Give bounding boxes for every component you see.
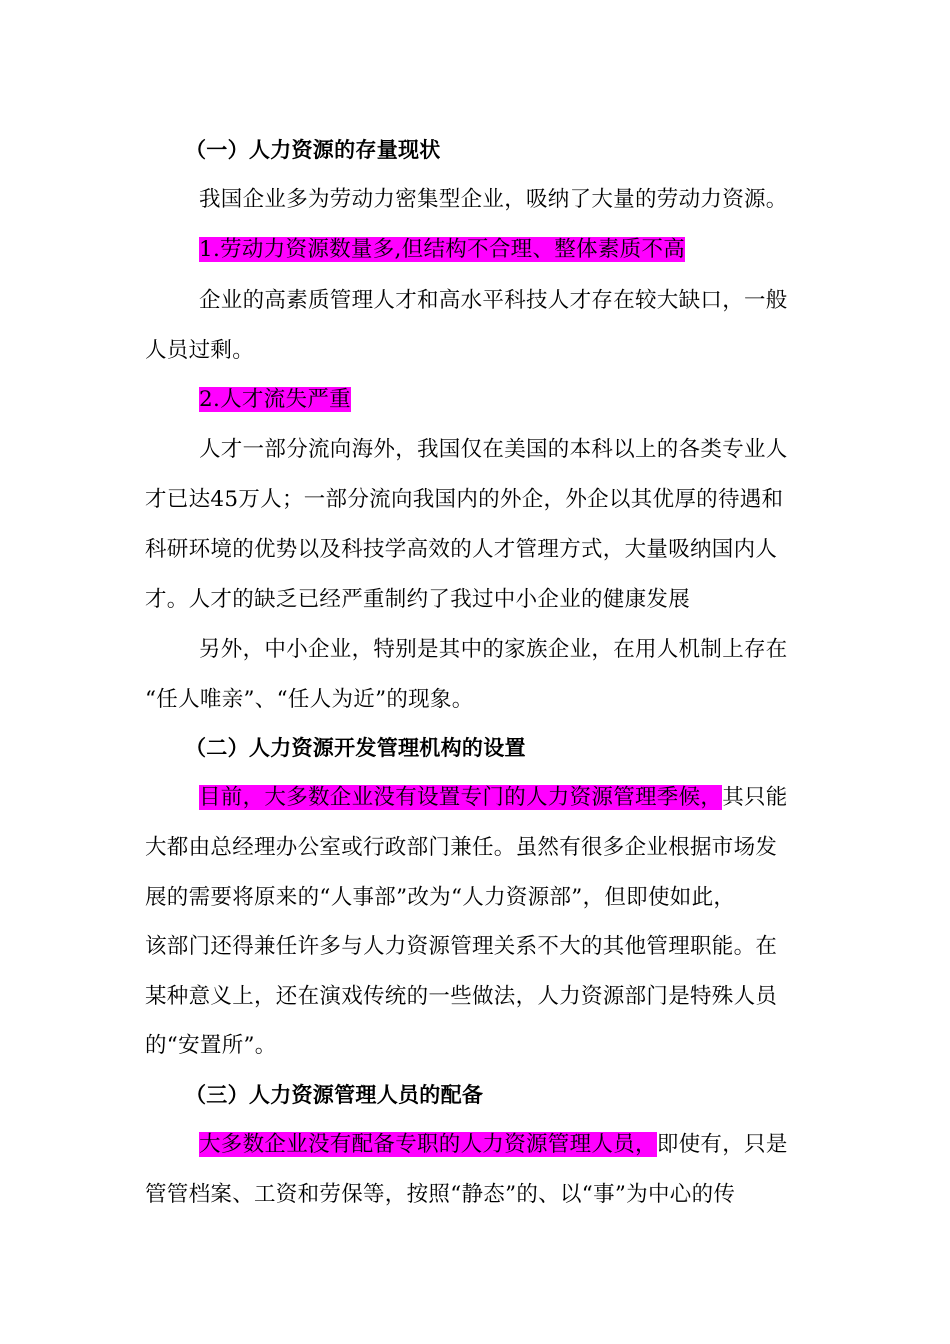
highlighted-phrase: 大多数企业没有配备专职的人力资源管理人员，: [199, 1132, 657, 1157]
subheading-2: [199, 375, 864, 425]
highlighted-phrase: 目前，大多数企业没有设置专门的人力资源管理季候，: [199, 785, 723, 810]
phrase-rest: 即使有，只是: [656, 1132, 788, 1157]
phrase-rest: 其只能: [722, 785, 788, 810]
paragraph-intro: 我国企业多为劳动力密集型企业，吸纳了大量的劳动力资源。: [199, 187, 788, 212]
paragraph-line: 管管档案、工资和劳保等，按照“静态”的、以“事”为中心的传: [145, 1182, 736, 1207]
paragraph-line: 该部门还得兼任许多与人力资源管理关系不大的其他管理职能。在: [145, 934, 778, 959]
section-heading-3: （三）人力资源管理人员的配备: [185, 1083, 484, 1107]
subheading-1: [199, 225, 864, 275]
paragraph-line: 才。人才的缺乏已经严重制约了我过中小企业的健康发展: [145, 587, 691, 612]
paragraph-line: 人员过剩。: [145, 338, 255, 363]
section-heading-1: （一）人力资源的存量现状: [185, 138, 441, 162]
paragraph-line: 展的需要将原来的“人事部”改为“人力资源部”，但即使如此，: [145, 885, 736, 910]
paragraph-line: 企业的高素质管理人才和高水平科技人才存在较大缺口，一般: [199, 288, 788, 313]
paragraph-line: 才已达45万人；一部分流向我国内的外企，外企以其优厚的待遇和: [145, 487, 784, 512]
section-heading-2: （二）人力资源开发管理机构的设置: [185, 736, 526, 760]
highlighted-subheading-1: 1.劳动力资源数量多,但结构不合理、整体素质不高: [199, 237, 686, 262]
paragraph-line-highlighted: [199, 1120, 864, 1170]
paragraph-line: 某种意义上，还在演戏传统的一些做法，人力资源部门是特殊人员: [145, 984, 778, 1009]
highlighted-subheading-2: 2.人才流失严重: [199, 387, 351, 412]
paragraph-line: “任人唯亲”、“任人为近”的现象。: [145, 687, 474, 712]
paragraph-line: 的“安置所”。: [145, 1033, 277, 1058]
paragraph-line: 另外，中小企业，特别是其中的家族企业，在用人机制上存在: [199, 637, 788, 662]
paragraph-line-highlighted: [199, 773, 864, 823]
paragraph-line: 人才一部分流向海外，我国仅在美国的本科以上的各类专业人: [199, 437, 788, 462]
paragraph-line: 科研环境的优势以及科技学高效的人才管理方式，大量吸纳国内人: [145, 537, 778, 562]
paragraph-line: 大都由总经理办公室或行政部门兼任。虽然有很多企业根据市场发: [145, 835, 778, 860]
